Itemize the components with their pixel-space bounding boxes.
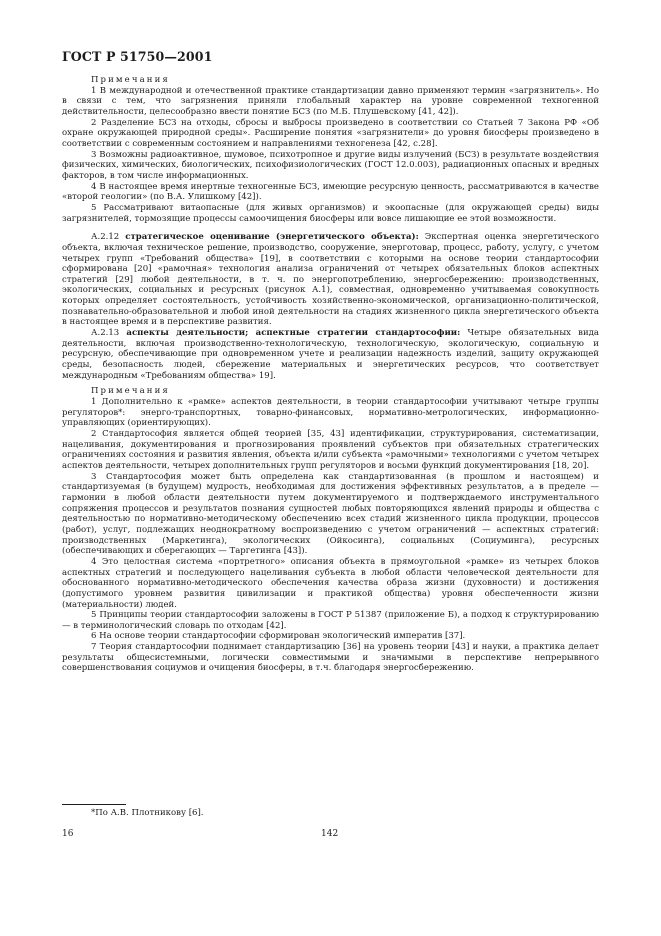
note-paragraph: 5 Рассматривают витаопасные (для живых организмов) и экоопасные (для окружающей среды) виды загрязнителей, тормозящие процессы самоочищения биосферы или вовсе лишающие ее этой возможности. — [62, 202, 599, 224]
term-definition: Четыре обязательных вида деятельности, включая производственно-технологическую, технологическую, экологическую, социальную и ресурсную, обеспечивающие при одновременном учете и реализации надежность изделий, защиту окружающей среды, безопасность людей, сбережение материальных и энергетических ресурсов, что соответствует международным «Требованиям общества» 19]. — [62, 328, 600, 381]
footnote: *По А.В. Плотникову [6]. — [91, 808, 204, 818]
note-paragraph: 6 На основе теории стандартософии сформирован экологический императив [37]. — [91, 631, 466, 642]
term-name: стратегическое оценивание (энергетического объекта): — [125, 232, 419, 243]
document-header: ГОСТ Р 51750—2001 — [62, 49, 213, 64]
term-entry-a213 — [62, 328, 599, 381]
note-paragraph: 7 Теория стандартософии поднимает стандартизацию [36] на уровень теории [43] и науки, а практика делает результаты общесистемными, логически совместимыми и значимыми в перспективе непрерывного совершенствования социумов и очищения биосферы, в т.ч. благодаря энергосбережению. — [62, 642, 599, 674]
note-paragraph: 3 Возможны радиоактивное, шумовое, психотропное и другие виды излучений (БСЗ) в результате воздействия физических, химических, биологических, психофизиологических (ГОСТ 12.0.003), радиационных опасных и вредных факторов, в том числе информационных. — [62, 149, 599, 181]
footnote-divider — [62, 804, 126, 805]
term-number: А.2.13 — [91, 328, 120, 339]
notes-heading: Примечания — [91, 75, 170, 85]
document-body — [62, 75, 599, 674]
term-definition: Экспертная оценка энергетического объекта, включая техническое решение, производство, сооружение, энерготовар, процесс, работу, услугу, с учетом четырех групп «Требований общества» [19], в соответствии с которыми на основе теории стандартософии сформирована [20] «рамочная» технология анализа ограничений от четырех обязательных блоков аспектных стратегий [29] любой деятельности, в т. ч. по энергопотреблению, энергосбережению: производственных, экологических, социальных и ресурсных (рисунок А.1), совместная, одновременно учитываемая совокупность которых определяет состоятельность, устойчивость хозяйственно-экономической, организационно-политической, познавательно-образовательной и любой иной деятельности на стадиях жизненного цикла энергетического объекта в настоящее время и в перспективе развития. — [62, 232, 600, 328]
term-name: аспекты деятельности; аспектные стратегии стандартософии: — [126, 328, 461, 339]
note-paragraph: 4 Это целостная система «портретного» описания объекта в прямоугольной «рамке» из четырех блоков аспектных стратегий и последующего нацеливания субъекта в любой области человеческой деятельности для обоснованного нормативно-методического обеспечения качества образа жизни (духовности) и достижения (допустимого уровнем развития цивилизации и практикой общества) уровня обеспеченности жизни (материальности) людей. — [62, 556, 599, 610]
note-paragraph: 5 Принципы теории стандартософии заложены в ГОСТ Р 51387 (приложение Б), а подход к структурированию — в терминологический словарь по отходам [42]. — [62, 610, 599, 631]
term-number: А.2.12 — [91, 232, 120, 243]
note-paragraph: 2 Разделение БСЗ на отходы, сбросы и выбросы произведено в соответствии со Статьей 7 Закона РФ «Об охране окружающей природной среды». Расширение понятия «загрязнители» до уровня биосферы произведено в соответствии с современным состоянием и направлениями техногенеза [42, с.28]. — [62, 117, 599, 149]
notes-heading: Примечания — [91, 386, 170, 397]
note-paragraph: 3 Стандартософия может быть определена как стандартизованная (в прошлом и настоящем) и стандартизуемая (в будущем) мудрость, необходимая для достижения эффективных результатов, а в пределе — гармонии в любой области деятельности путем документируемого и подтверждаемого инструментального сопряжения процессов и результатов познания сущностей любых повторяющихся явлений природы и общества с деятельностью по нормативно-методическому обеспечению всех стадий жизненного цикла продукции, процессов (работ), услуг, подлежащих неоднократному воспроизведению с учетом ограничений — аспектных стратегий: производственных (Маркетинга), экологических (Ойкосинга), социальных (Социуминга), ресурсных (обеспечивающих и сберегающих — Таргетинга [43]). — [62, 471, 599, 557]
note-paragraph: 1 В международной и отечественной практике стандартизации давно применяют термин «загрязнитель». Но в связи с тем, что загрязнения приняли глобальный характер на уровне современной техногенной действительности, целесообразно ввести понятие БСЗ (по М.Б. Плушевскому [41, 42]). — [62, 85, 599, 117]
term-entry-a212 — [62, 232, 599, 328]
note-paragraph: 2 Стандартософия является общей теорией [35, 43] идентификации, структурирования, систематизации, нацеливания, документирования и прогнозирования проявлений субъектов при обязательных стратегических ограничениях состояния и развития явления, объекта и/или субъекта «рамочными» технологиями с учетом четырех аспектов деятельности, четырех дополнительных групп регуляторов и восьми функций документирования [18, 20]. — [62, 429, 599, 471]
note-paragraph: 4 В настоящее время инертные техногенные БСЗ, имеющие ресурсную ценность, рассматриваются в качестве «второй геологии» (по В.А. Улишкому [42]). — [62, 181, 599, 203]
page-number-center: 142 — [321, 829, 339, 839]
page-number-left: 16 — [62, 829, 74, 839]
note-paragraph: 1 Дополнительно к «рамке» аспектов деятельности, в теории стандартософии учитывают четыре группы регуляторов*: энерго-транспортных, товарно-финансовых, нормативно-метрологических, информационно-управляющих (ориентирующих). — [62, 397, 599, 429]
